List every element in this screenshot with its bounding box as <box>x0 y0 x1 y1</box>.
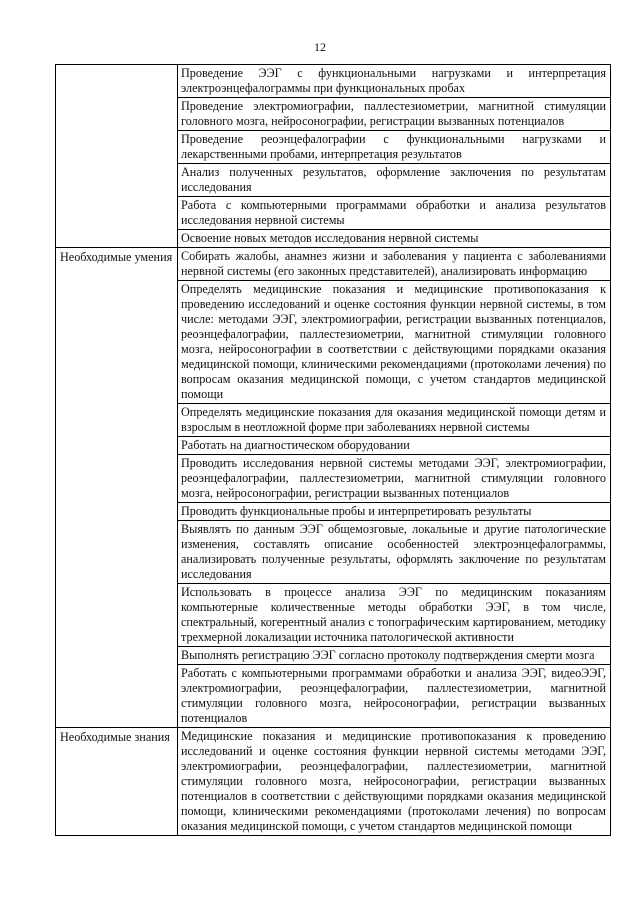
table-cell: Выполнять регистрацию ЭЭГ согласно протоколу подтверждения смерти мозга <box>178 647 611 665</box>
row-label: Необходимые умения <box>56 248 178 728</box>
table-cell: Проведение реоэнцефалографии с функциональными нагрузками и лекарственными пробами, интерпретация результатов <box>178 131 611 164</box>
table-cell: Проведение ЭЭГ с функциональными нагрузками и интерпретация электроэнцефалограммы при функциональных пробах <box>178 65 611 98</box>
table-row <box>56 65 611 98</box>
table-cell: Собирать жалобы, анамнез жизни и заболевания у пациента с заболеваниями нервной системы (его законных представителей), анализировать информацию <box>178 248 611 281</box>
table-row <box>56 728 611 836</box>
table-cell: Проведение электромиографии, паллестезиометрии, магнитной стимуляции головного мозга, нейросонографии, регистрации вызванных потенциалов <box>178 98 611 131</box>
table-cell: Работать с компьютерными программами обработки и анализа ЭЭГ, видеоЭЭГ, электромиографии, реоэнцефалографии, паллестезиометрии, магнитной стимуляции головного мозга, нейросонографии, регистрации вызванных потенциалов <box>178 665 611 728</box>
table-cell: Проводить исследования нервной системы методами ЭЭГ, электромиографии, реоэнцефалографии, паллестезиометрии, магнитной стимуляции головного мозга, нейросонографии, регистрации вызванных потенциалов <box>178 455 611 503</box>
requirements-table <box>55 64 611 836</box>
table-cell: Выявлять по данным ЭЭГ общемозговые, локальные и другие патологические изменения, составлять описание особенностей электроэнцефалограммы, анализировать полученные результаты, оформлять заключение по результатам исследования <box>178 521 611 584</box>
table-row <box>56 248 611 281</box>
row-label: Необходимые знания <box>56 728 178 836</box>
table-cell: Освоение новых методов исследования нервной системы <box>178 230 611 248</box>
table-cell: Анализ полученных результатов, оформление заключения по результатам исследования <box>178 164 611 197</box>
table-cell: Медицинские показания и медицинские противопоказания к проведению исследований и оценке состояния функции нервной системы методами ЭЭГ, электромиографии, реоэнцефалографии, паллестезиометрии, магнитной стимуляции головного мозга, нейросонографии, регистрации вызванных потенциалов в соответствии с действующими порядками оказания медицинской помощи, клиническими рекомендациями (протоколами лечения) по вопросам оказания медицинской помощи, с учетом стандартов медицинской помощи <box>178 728 611 836</box>
page-number: 12 <box>314 40 326 54</box>
table-cell: Работать на диагностическом оборудовании <box>178 437 611 455</box>
table-cell: Определять медицинские показания для оказания медицинской помощи детям и взрослым в неотложной форме при заболеваниях нервной системы <box>178 404 611 437</box>
row-label <box>56 65 178 248</box>
table-cell: Использовать в процессе анализа ЭЭГ по медицинским показаниям компьютерные количественные методы обработки ЭЭГ, в том числе, спектральный, когерентный анализ с топографическим картированием, методику трехмерной локализации источника патологической активности <box>178 584 611 647</box>
table-cell: Определять медицинские показания и медицинские противопоказания к проведению исследований и оценке состояния функции нервной системы, в том числе: методами ЭЭГ, электромиографии, регистрации вызванных потенциалов, реоэнцефалографии, паллестезиометрии, магнитной стимуляции головного мозга, нейросонографии в соответствии с действующими порядками оказания медицинской помощи, клиническими рекомендациями (протоколами лечения) по вопросам оказания медицинской помощи, с учетом стандартов медицинской помощи <box>178 281 611 404</box>
table-cell: Работа с компьютерными программами обработки и анализа результатов исследования нервной системы <box>178 197 611 230</box>
table-cell: Проводить функциональные пробы и интерпретировать результаты <box>178 503 611 521</box>
